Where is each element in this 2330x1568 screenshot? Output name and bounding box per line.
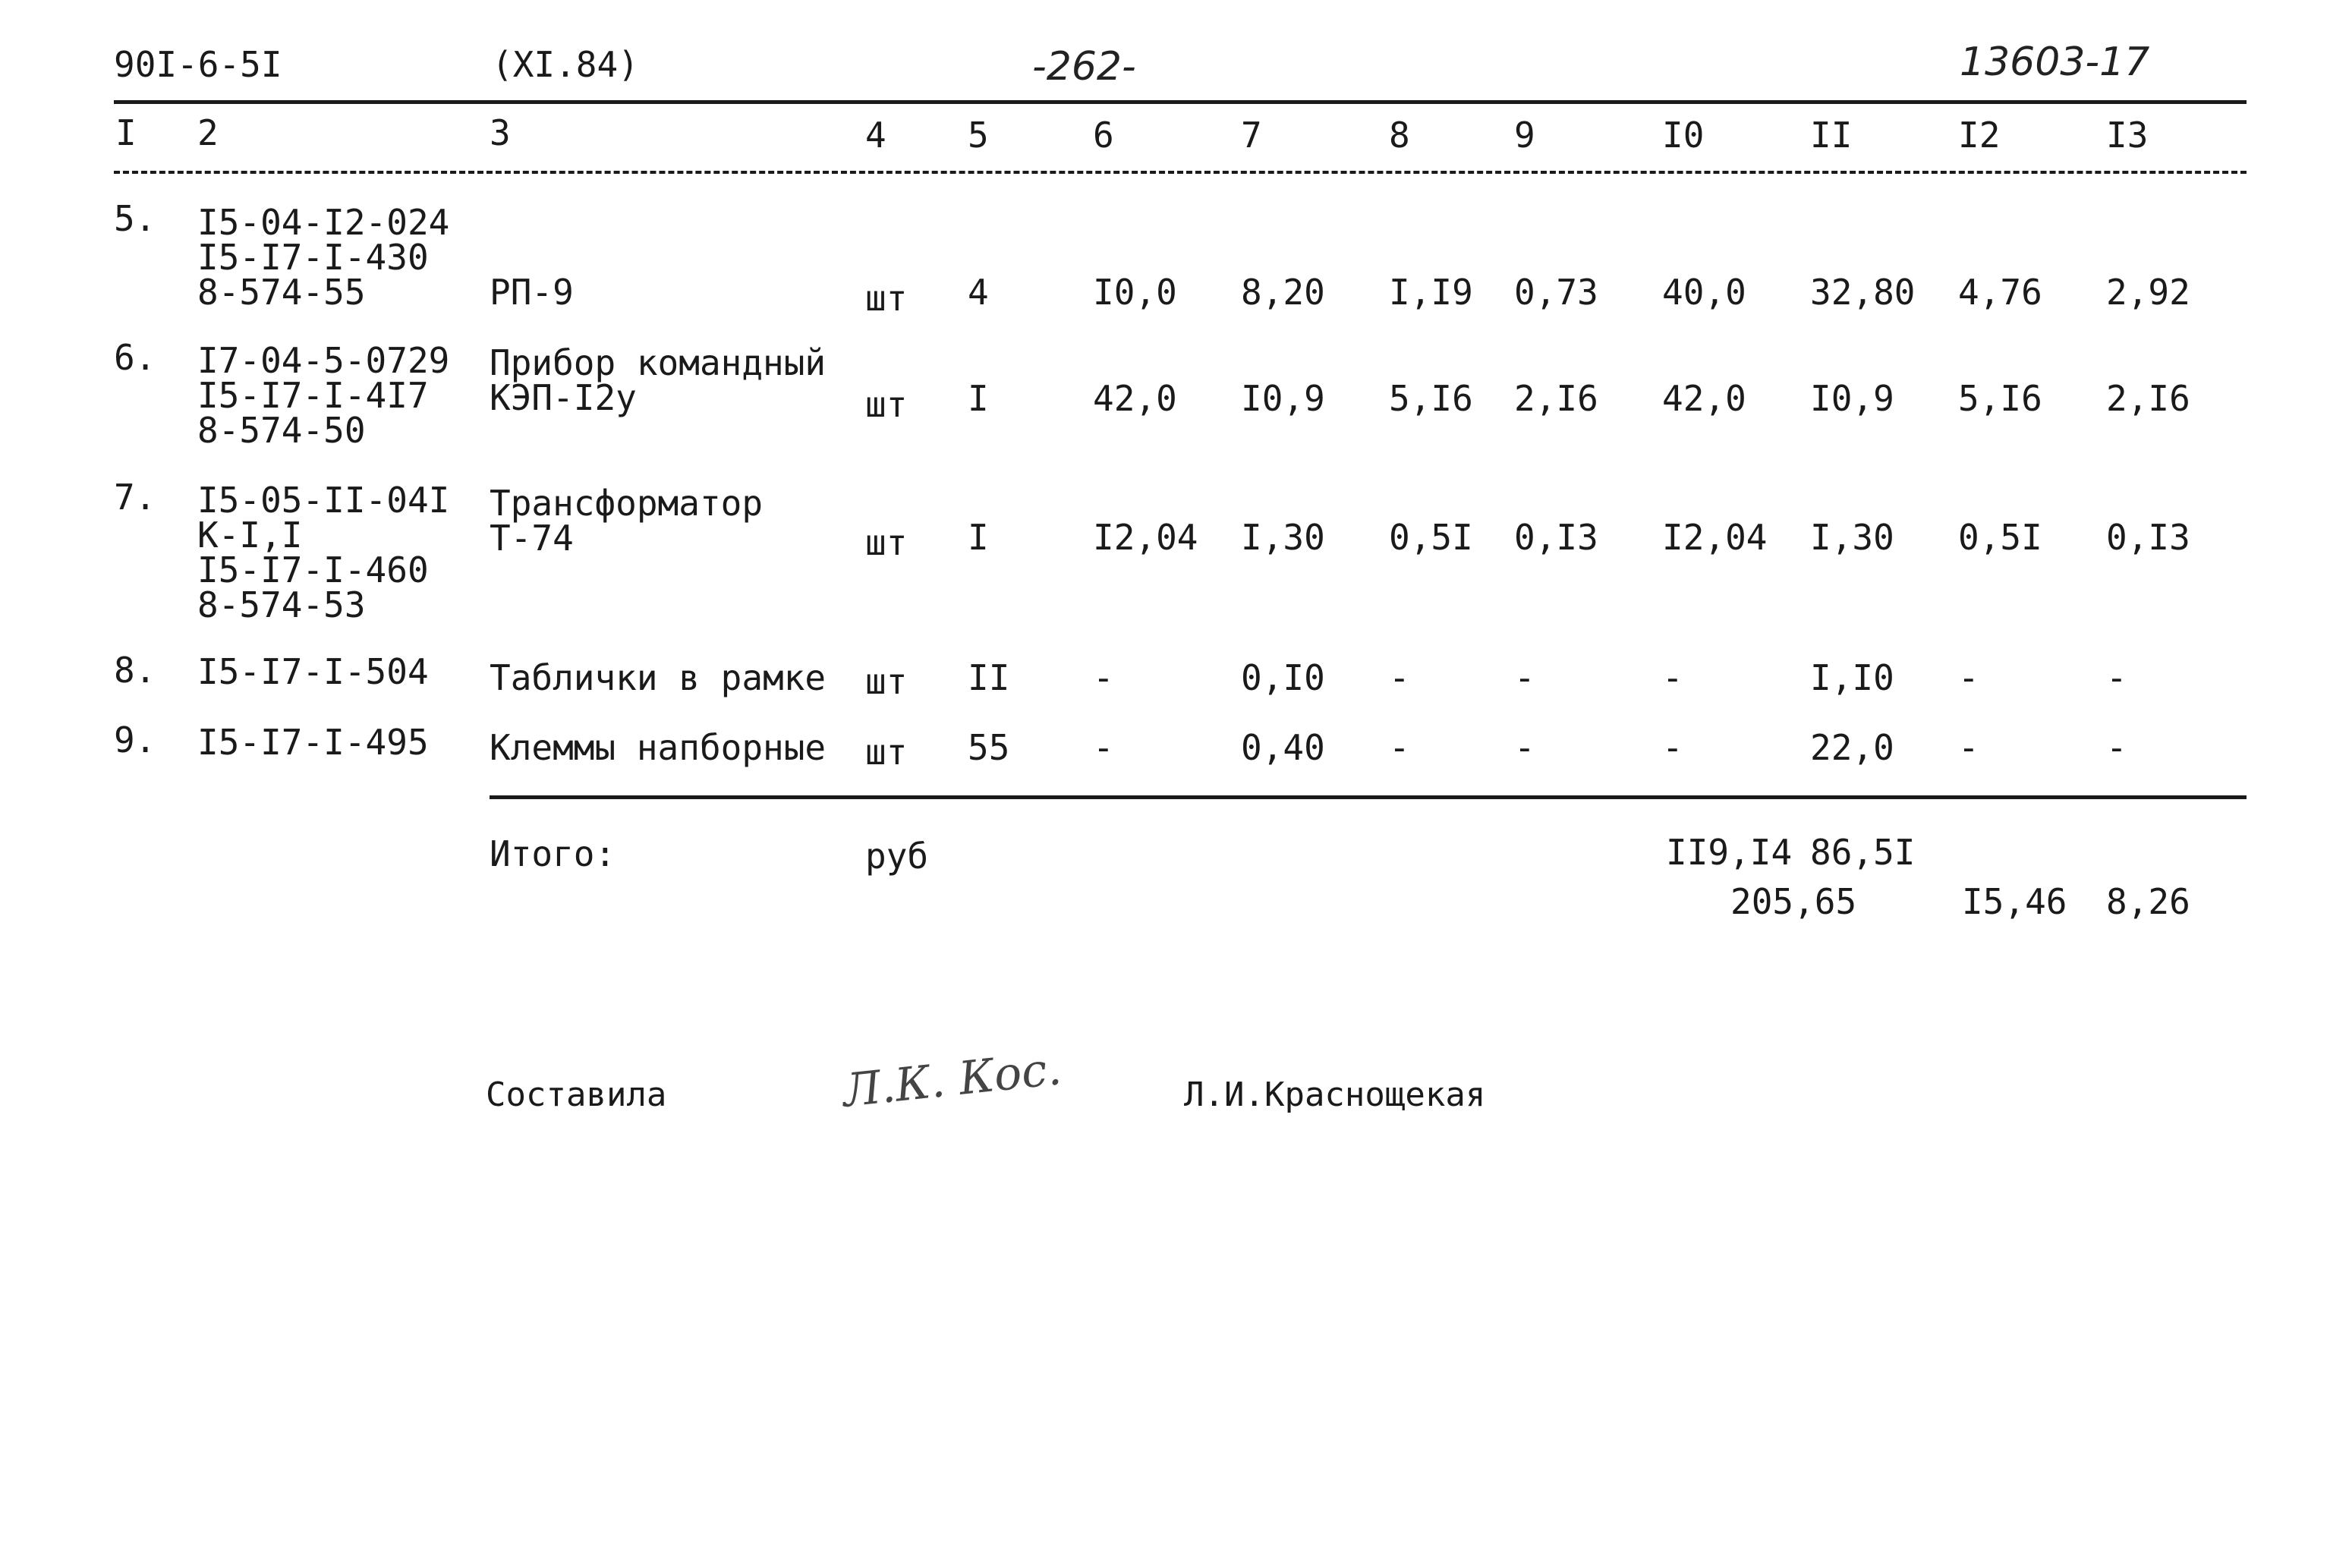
row-name: РП-9 bbox=[490, 272, 574, 313]
row-col11: 32,80 bbox=[1810, 272, 1916, 313]
header-top-rule bbox=[114, 100, 2247, 104]
row-qty: I bbox=[968, 517, 989, 558]
row-col8: 5,I6 bbox=[1389, 378, 1473, 419]
row-col11: 22,0 bbox=[1810, 727, 1894, 768]
row-col8: 0,5I bbox=[1389, 517, 1473, 558]
column-header-9: 9 bbox=[1514, 115, 1535, 156]
project-code: 90I-6-5I bbox=[114, 44, 282, 85]
row-number: 6. bbox=[114, 337, 156, 378]
row-col6: - bbox=[1093, 727, 1114, 768]
row-name: Клеммы напборные bbox=[490, 727, 827, 768]
row-qty: 4 bbox=[968, 272, 989, 313]
totals-top-rule bbox=[490, 795, 2247, 799]
row-qty: I bbox=[968, 378, 989, 419]
row-unit: шт bbox=[865, 522, 908, 563]
column-header-4: 4 bbox=[865, 115, 886, 156]
row-col10: I2,04 bbox=[1662, 517, 1768, 558]
row-col13: - bbox=[2106, 657, 2127, 698]
column-header-11: II bbox=[1810, 115, 1853, 156]
row-col9: 2,I6 bbox=[1514, 378, 1598, 419]
row-col13: 2,I6 bbox=[2106, 378, 2190, 419]
row-number: 5. bbox=[114, 198, 156, 239]
total-col13: 8,26 bbox=[2106, 881, 2190, 922]
row-col7: I0,9 bbox=[1241, 378, 1325, 419]
row-codes: I7-04-5-0729 I5-I7-I-4I7 8-574-50 bbox=[197, 340, 450, 451]
column-header-2: 2 bbox=[197, 112, 219, 153]
row-codes: I5-I7-I-504 bbox=[197, 651, 429, 692]
row-unit: шт bbox=[865, 661, 908, 702]
row-col7: 0,40 bbox=[1241, 727, 1325, 768]
row-name: Таблички в рамке bbox=[490, 657, 827, 698]
signature: Л.К. Кос. bbox=[840, 1042, 1064, 1118]
row-col8: I,I9 bbox=[1389, 272, 1473, 313]
row-unit: шт bbox=[865, 732, 908, 773]
row-col10: 40,0 bbox=[1662, 272, 1746, 313]
row-col13: - bbox=[2106, 727, 2127, 768]
row-unit: шт bbox=[865, 384, 908, 425]
row-col7: 0,I0 bbox=[1241, 657, 1325, 698]
row-qty: II bbox=[968, 657, 1010, 698]
column-header-5: 5 bbox=[968, 115, 989, 156]
row-col12: - bbox=[1958, 727, 1979, 768]
row-col9: 0,I3 bbox=[1514, 517, 1598, 558]
row-col12: 4,76 bbox=[1958, 272, 2042, 313]
column-header-6: 6 bbox=[1093, 115, 1114, 156]
compiler-name: Л.И.Краснощекая bbox=[1184, 1075, 1486, 1114]
row-unit: шт bbox=[865, 278, 908, 319]
total-col12: I5,46 bbox=[1962, 881, 2067, 922]
total-col11: 86,5I bbox=[1810, 832, 1916, 873]
column-header-10: I0 bbox=[1662, 115, 1705, 156]
column-header-3: 3 bbox=[490, 112, 511, 153]
column-header-1: I bbox=[115, 112, 137, 153]
document-date: (XI.84) bbox=[492, 44, 639, 85]
row-qty: 55 bbox=[968, 727, 1010, 768]
row-col12: - bbox=[1958, 657, 1979, 698]
total-label: Итого: bbox=[490, 833, 616, 874]
column-header-7: 7 bbox=[1241, 115, 1262, 156]
header-bottom-rule bbox=[114, 171, 2247, 174]
row-name: Прибор командный КЭП-I2у bbox=[490, 342, 827, 418]
row-col10: 42,0 bbox=[1662, 378, 1746, 419]
row-col7: 8,20 bbox=[1241, 272, 1325, 313]
total-col10: II9,I4 bbox=[1666, 832, 1793, 873]
row-col6: I0,0 bbox=[1093, 272, 1177, 313]
page-number: -262- bbox=[1032, 44, 1136, 90]
column-header-8: 8 bbox=[1389, 115, 1410, 156]
compiled-by-label: Составила bbox=[486, 1075, 667, 1114]
row-col7: I,30 bbox=[1241, 517, 1325, 558]
row-col11: I0,9 bbox=[1810, 378, 1894, 419]
row-codes: I5-I7-I-495 bbox=[197, 722, 429, 763]
row-col6: I2,04 bbox=[1093, 517, 1198, 558]
row-col9: 0,73 bbox=[1514, 272, 1598, 313]
total-unit: руб bbox=[865, 836, 929, 877]
row-col6: - bbox=[1093, 657, 1114, 698]
row-col6: 42,0 bbox=[1093, 378, 1177, 419]
row-number: 9. bbox=[114, 719, 156, 760]
row-col10: - bbox=[1662, 727, 1683, 768]
row-col13: 0,I3 bbox=[2106, 517, 2190, 558]
row-col8: - bbox=[1389, 727, 1410, 768]
row-col10: - bbox=[1662, 657, 1683, 698]
row-col12: 0,5I bbox=[1958, 517, 2042, 558]
row-col9: - bbox=[1514, 727, 1535, 768]
row-col9: - bbox=[1514, 657, 1535, 698]
row-codes: I5-04-I2-024 I5-I7-I-430 8-574-55 bbox=[197, 202, 450, 313]
column-header-13: I3 bbox=[2106, 115, 2149, 156]
column-header-12: I2 bbox=[1958, 115, 2001, 156]
document-number: 13603-17 bbox=[1960, 39, 2150, 85]
row-number: 7. bbox=[114, 477, 156, 518]
row-codes: I5-05-II-04I К-I,I I5-I7-I-460 8-574-53 bbox=[197, 480, 450, 625]
row-col12: 5,I6 bbox=[1958, 378, 2042, 419]
row-col11: I,I0 bbox=[1810, 657, 1894, 698]
row-col13: 2,92 bbox=[2106, 272, 2190, 313]
row-name: Трансформатор Т-74 bbox=[490, 483, 764, 559]
row-col11: I,30 bbox=[1810, 517, 1894, 558]
row-col8: - bbox=[1389, 657, 1410, 698]
total-sum: 205,65 bbox=[1730, 881, 1857, 922]
row-number: 8. bbox=[114, 650, 156, 691]
